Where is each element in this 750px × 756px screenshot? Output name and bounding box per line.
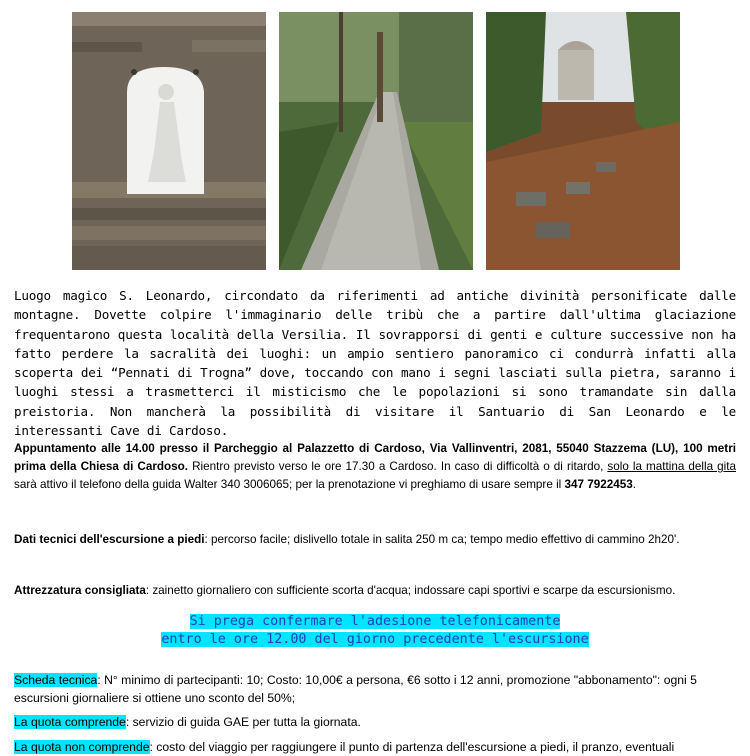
tech-paragraph (14, 531, 736, 549)
comprende-text: : servizio di guida GAE per tutta la giornata. (125, 715, 361, 729)
appointment-bold: Appuntamento alle 14.00 presso il Parcheggio al Palazzetto di Cardoso, Via Vallinventri, 2081, 55040 Stazzema (LU), 100 metri prima della Chiesa di Cardoso. (14, 442, 736, 473)
scheda-paragraph (14, 671, 736, 707)
non-comprende-text: : costo del viaggio per raggiungere il punto di partenza dell'escursione a piedi, il pranzo, eventuali (149, 740, 675, 754)
appointment-text1: Rientro previsto verso le ore 17.30 a Cardoso. In caso di difficoltà o di ritardo, (188, 460, 608, 473)
photo-strip (72, 12, 680, 270)
notice-line2-text: entro le ore 12.00 del giorno precedente l'escursione (161, 632, 589, 647)
appointment-paragraph (14, 440, 736, 494)
notice-line1 (14, 613, 736, 631)
appointment-end: . (632, 478, 637, 491)
appointment-text2: sarà attivo il telefono della guida Walter 340 3006065; per la prenotazione vi preghiamo di usare sempre il (14, 478, 565, 491)
non-comprende-label: La quota non comprende (14, 740, 150, 754)
gear-paragraph (14, 582, 736, 600)
booking-phone: 347 7922453 (564, 478, 633, 491)
tech-bold: Dati tecnici dell'escursione a piedi (14, 533, 205, 546)
appointment-underlined: solo la mattina della gita (607, 460, 736, 473)
notice-line2 (14, 631, 736, 649)
forest-path-photo (279, 12, 473, 270)
scheda-label: Scheda tecnica (14, 673, 98, 687)
intro-paragraph: Luogo magico S. Leonardo, circondato da riferimenti ad antiche divinità personificate dalle montagne. Dovette colpire l'immaginario delle tribù che a partire dall'ultima glaciazione frequentarono questa località della Versilia. Il sovrapporsi di genti e culture successive non ha fatto perdere la sacralità dei luoghi: un ampio sentiero panoramico ci condurrà infatti alla scoperta dei “Pennati di Trogna” dove, toccando con mano i segni lasciati sulla pietra, saranno i luoghi stessi a trasmetterci il misticismo che le popolazioni si sono tramandate sin dalla preistoria. Non mancherà la possibilità di visitare il Santuario di San Leonardo e le interessanti Cave di Cardoso. (14, 288, 736, 439)
comprende-paragraph (14, 713, 736, 731)
non-comprende-paragraph (14, 738, 736, 756)
gear-text: : zainetto giornaliero con sufficiente scorta d'acqua; indossare capi sportivi e scarpe da escursionismo. (145, 584, 676, 597)
scheda-text: : N° minimo di partecipanti: 10; Costo: 10,00€ a persona, €6 sotto i 12 anni, promozione "abbonamento": ogni 5 escursioni giornaliere si ottiene uno sconto del 50%; (14, 673, 697, 705)
notice-line1-text: Si prega confermare l'adesione telefonicamente (189, 614, 561, 629)
comprende-label: La quota comprende (14, 715, 126, 729)
tech-text: : percorso facile; dislivello totale in salita 250 m ca; tempo medio effettivo di cammino 2h20'. (204, 533, 680, 546)
chapel-leaves-photo (486, 12, 680, 270)
gear-bold: Attrezzatura consigliata (14, 584, 146, 597)
stone-relief-photo (72, 12, 266, 270)
